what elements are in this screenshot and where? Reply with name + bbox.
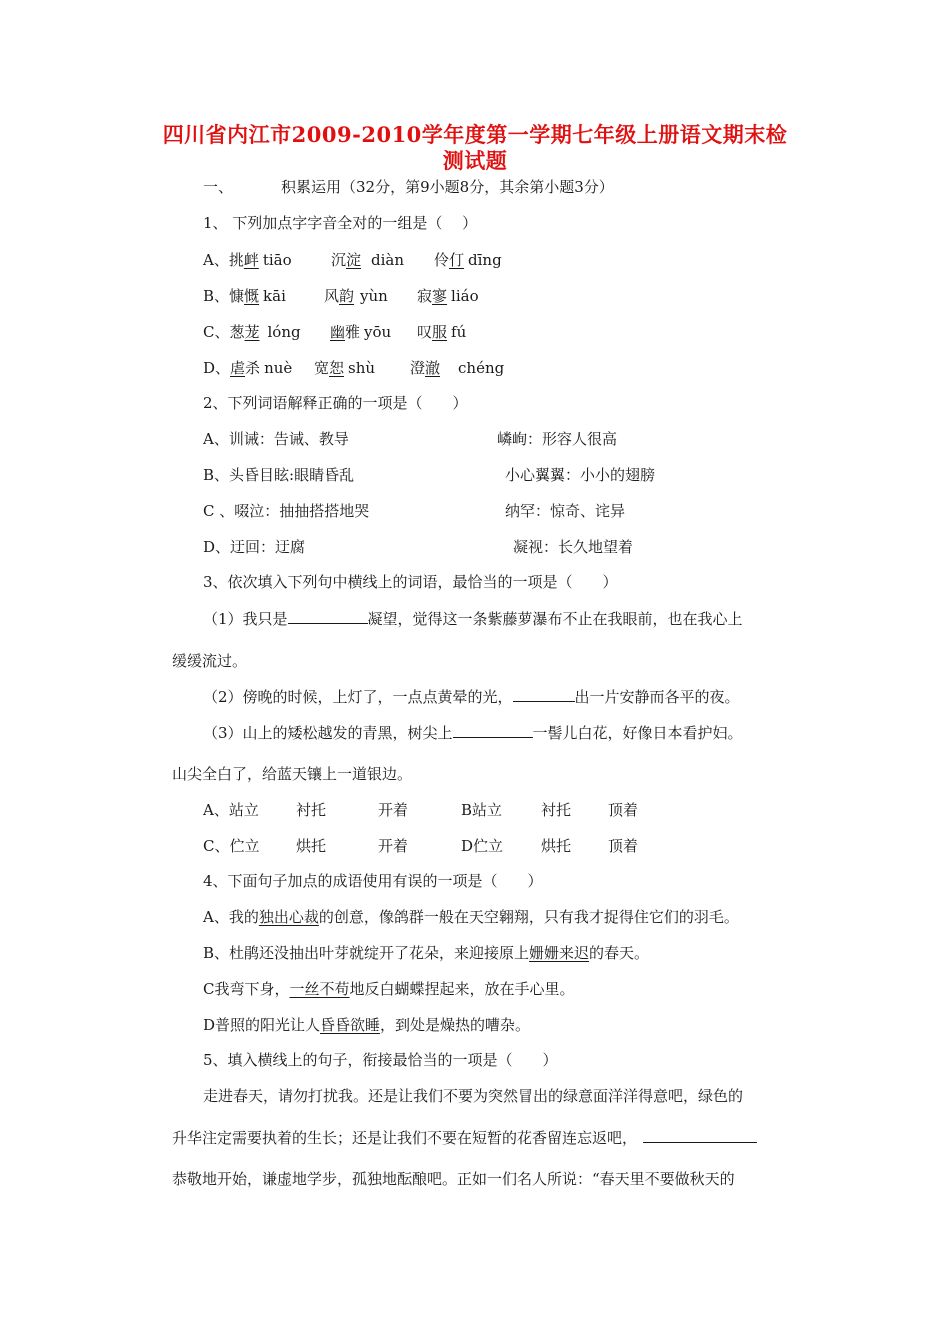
section-number: 一、 [203, 178, 234, 196]
question-5-stem: 5、填入横线上的句子，衔接最恰当的一项是（ ） [203, 1051, 558, 1069]
section-heading [203, 177, 614, 197]
q2-option-c: C 、啜泣：抽抽搭搭地哭 纳罕：惊奇、诧异 [203, 502, 626, 520]
answer-blank-2 [513, 687, 575, 702]
answer-blank-3 [453, 723, 533, 738]
title-line-1: 四川省内江市2009-2010学年度第一学期七年级上册语文期末检 [162, 122, 788, 147]
q1-option-c: C、葱茏 lóng 幽雅 yōu 叹服 fú [203, 323, 467, 341]
q2-option-b: B、头昏目眩:眼睛昏乱 小心翼翼：小小的翅膀 [203, 466, 656, 484]
q2-option-d: D、迂回：迂腐 凝视：长久地望着 [203, 538, 634, 556]
q5-passage-line-2: 升华注定需要执着的生长；还是让我们不要在短暂的花香留连忘返吧， [172, 1128, 757, 1148]
title-line-2: 测试题 [442, 148, 508, 173]
q5-passage-line-1: 走进春天，请勿打扰我。还是让我们不要为突然冒出的绿意面洋洋得意吧，绿色的 [203, 1087, 744, 1105]
q4-option-a: A、我的独出心裁的创意，像鸽群一般在天空翱翔，只有我才捉得住它们的羽毛。 [203, 908, 739, 926]
question-3-stem: 3、依次填入下列句中横线上的词语，最恰当的一项是（ ） [203, 573, 618, 591]
q3-sentence-1: （1）我只是 凝望，觉得这一条紫藤萝瀑布不止在我眼前，也在我心上 [203, 610, 743, 628]
document-title [150, 122, 800, 174]
q4-option-d: D普照的阳光让人昏昏欲睡，到处是燥热的嘈杂。 [203, 1016, 531, 1034]
q1-option-a: A、挑衅 tiāo 沉淀 diàn 伶仃 dīng [203, 251, 502, 269]
q3-sentence-3-cont: 山尖全白了，给蓝天镶上一道银边。 [172, 765, 413, 783]
q4-option-b: B、杜鹃还没抽出叶芽就绽开了花朵，来迎接原上姗姗来迟的春天。 [203, 944, 650, 962]
q3-sentence-2: （2）傍晚的时候，上灯了，一点点黄晕的光， 出一片安静而各平的夜。 [203, 688, 740, 706]
q3-sentence-1-cont: 缓缓流过。 [172, 652, 248, 670]
q1-option-b: B、慷慨 kāi 风韵 yùn 寂寥 liáo [203, 287, 479, 305]
q5-passage-line-3: 恭敬地开始，谦虚地学步，孤独地酝酿吧。正如一们名人所说：“春天里不要做秋天的 [172, 1170, 735, 1188]
question-1-stem: 1、 下列加点字字音全对的一组是（ ） [203, 214, 478, 232]
q3-options-ab: A、站立 衬托 开着 B站立 衬托 顶着 [203, 801, 639, 819]
q3-options-cd: C、伫立 烘托 开着 D伫立 烘托 顶着 [203, 837, 639, 855]
answer-blank-4 [643, 1128, 757, 1143]
answer-blank-1 [288, 609, 368, 624]
q4-option-c: C我弯下身，一丝不苟地反白蝴蝶捏起来，放在手心里。 [203, 980, 575, 998]
question-2-stem: 2、下列词语解释正确的一项是（ ） [203, 394, 468, 412]
q2-option-a: A、训诫：告诫、教导 嶙峋：形容人很高 [203, 430, 618, 448]
q3-sentence-3: （3）山上的矮松越发的青黑，树尖上 一髻儿白花，好像日本看护妇。 [203, 724, 743, 742]
q1-option-d: D、虐杀 nuè 宽恕 shù 澄澈 chéng [203, 359, 505, 377]
question-4-stem: 4、下面句子加点的成语使用有误的一项是（ ） [203, 872, 543, 890]
section-text: 积累运用（32分，第9小题8分，其余第小题3分） [281, 178, 614, 196]
